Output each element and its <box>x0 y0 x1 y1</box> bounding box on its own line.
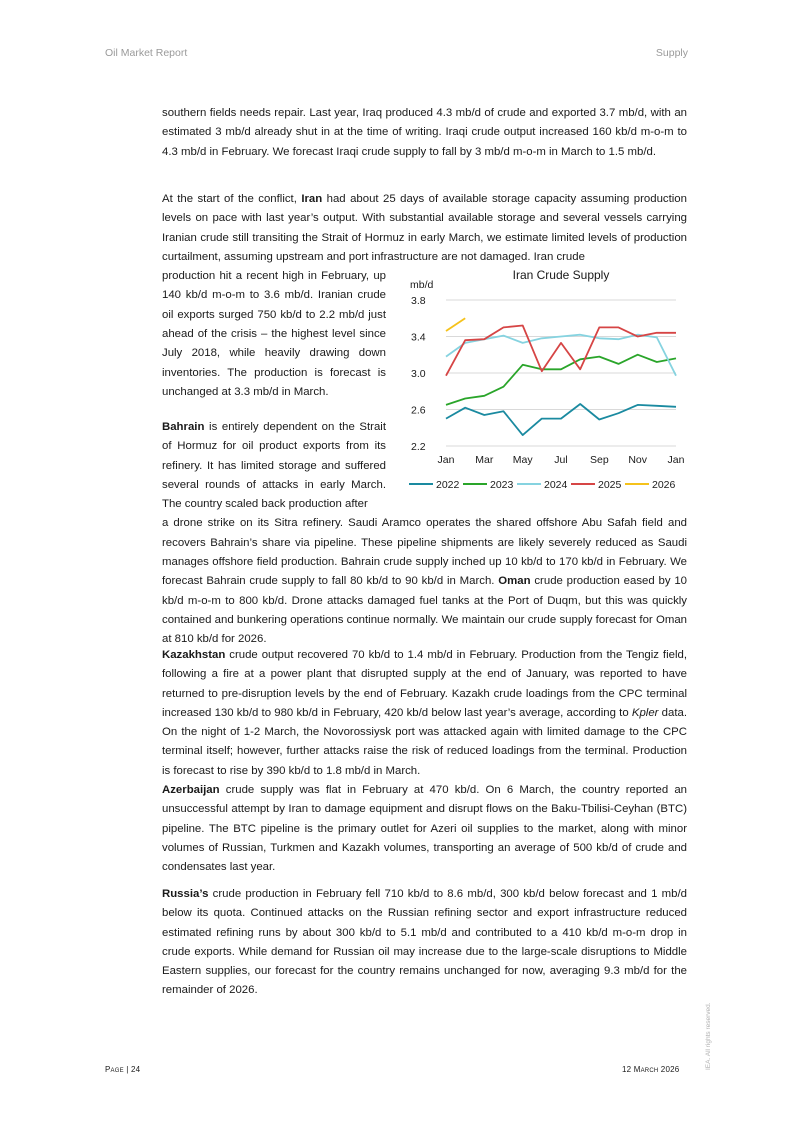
text-span: data. On the night of 1-2 March, the Novorossiysk port was attacked again with limited damage to the CPC terminal itself; however, further attacks raise the risk of reduced loadings from the terminal. Production is forecast to rise by 390 kb/d to 1.8 mb/d in March. <box>162 706 687 777</box>
italic-kpler: Kpler <box>631 706 659 719</box>
x-tick-label: Jan <box>667 454 685 466</box>
y-tick-label: 3.0 <box>411 368 426 380</box>
series-line-2022 <box>446 404 676 435</box>
text-span: a drone strike on its Sitra refinery. Saudi Aramco operates the shared offshore Abu Safah field and recovers Bahrain’s share via pipeline. These pipeline shipments are likely severely reduced as Saudi manages offshore field production. Bahrain crude supply inched up 10 kb/d to 170 kb/d in February. We forecast Bahrain crude supply to fall 80 kb/d to 90 kb/d in March. <box>162 517 687 588</box>
paragraph-iraq: southern fields needs repair. Last year, Iraq produced 4.3 mb/d of crude and exported 3.7 mb/d, with an estimated 3 mb/d already shut in at the time of writing. Iraqi crude output increased 160 kb/d m-o-m to 4.3 mb/d in February. We forecast Iraqi crude supply to fall by 3 mb/d m-o-m in March to 1.5 mb/d. <box>162 107 687 158</box>
text-span: crude output recovered 70 kb/d to 1.4 mb/d in February. Production from the Tengiz field, following a fire at a power plant that disrupted supply at the end of January, was reported to have returned to pre-disruption levels by the end of February. Kazakh crude loadings from the CPC terminal increased 130 kb/d to 980 kb/d in February, 420 kb/d below last year’s average, according to <box>162 649 687 719</box>
text-span: crude supply was flat in February at 470 kb/d. On 6 March, the country reported an unsuccessful attempt by Iran to damage equipment and disrupt flows on the Baku-Tbilisi-Ceyhan (BTC) pipeline. The BTC pipeline is the primary outlet for Azeri oil supplies to the market, along with minor volumes of Russian, Turkmen and Kazakh volumes, transporting an average of 500 kb/d of crude and condensates last year. <box>162 784 687 874</box>
paragraph-bahrain-oman <box>162 514 687 649</box>
page-label: Page <box>105 1065 124 1074</box>
x-tick-label: May <box>512 454 533 466</box>
x-tick-label: Jan <box>437 454 455 466</box>
iran-crude-supply-chart <box>401 262 688 498</box>
legend-label-2025: 2025 <box>598 479 622 491</box>
bold-kazakhstan: Kazakhstan <box>162 649 226 661</box>
bold-iran: Iran <box>301 193 323 205</box>
running-header-title: Oil Market Report <box>105 47 188 59</box>
y-tick-label: 2.6 <box>411 404 426 417</box>
x-tick-label: Nov <box>628 454 648 466</box>
paragraph-azerbaijan <box>162 781 687 877</box>
bold-bahrain: Bahrain <box>162 421 205 433</box>
text-span: crude production in February fell 710 kb/d to 8.6 mb/d, 300 kb/d below forecast and 1 mb/d below its quota. Continued attacks on the Russian refining sector and export infrastructure reduced estimated refining runs by about 300 kb/d to 5.1 mb/d and contributed to a 410 kb/d m-o-m drop in crude exports. While demand for Russian oil may increase due to the large-scale disruptions to Middle Eastern supplies, our forecast for the country remains unchanged for now, averaging 9.3 mb/d for the remainder of 2026. <box>162 888 687 997</box>
page-number-value: | 24 <box>126 1065 141 1074</box>
report-date: 12 March 2026 <box>622 1065 680 1074</box>
legend-label-2024: 2024 <box>544 479 568 491</box>
chart-title: Iran Crude Supply <box>512 268 610 282</box>
page-number <box>105 1065 140 1074</box>
legend-label-2023: 2023 <box>490 479 514 491</box>
legend-label-2022: 2022 <box>436 479 460 491</box>
rights-notice: IEA. All rights reserved. <box>705 1002 712 1070</box>
series-line-2025 <box>446 326 676 376</box>
paragraph-bahrain-wrap <box>162 418 386 514</box>
bold-oman: Oman <box>498 575 531 588</box>
bold-russia: Russia’s <box>162 888 209 900</box>
x-tick-label: Sep <box>589 454 609 466</box>
series-line-2023 <box>446 355 676 405</box>
series-line-2026 <box>446 318 465 331</box>
chart-svg <box>401 262 688 498</box>
text-span: is entirely dependent on the Strait of Hormuz for oil product exports from its refinery. It has limited storage and suffered several rounds of attacks in early March. The country scaled back production after <box>162 421 386 511</box>
bold-azerbaijan: Azerbaijan <box>162 784 220 796</box>
paragraph-iran-intro <box>162 190 687 267</box>
text-span: crude production eased by 10 kb/d m-o-m to 800 kb/d. Drone attacks damaged fuel tanks at the Port of Duqm, but this was quickly contained and bunkering operations continue normally. We maintain our crude supply forecast for Oman at 810 kb/d for 2026. <box>162 575 687 646</box>
running-header-section: Supply <box>655 47 688 59</box>
text-span: At the start of the conflict, <box>162 193 302 205</box>
paragraph-iran-wrap: production hit a recent high in February, up 140 kb/d m-o-m to 3.6 mb/d. Iranian crude oil exports surged 750 kb/d to 2.2 mb/d just ahead of the crisis – the highest level since July 2018, while heavily drawing down inventories. The production is forecast is unchanged at 3.3 mb/d in March. <box>162 270 386 398</box>
y-tick-label: 3.4 <box>411 331 426 344</box>
text-span: had about 25 days of available storage capacity assuming production levels on pace with last year’s output. With substantial available storage and several vessels carrying Iranian crude still transiting the Strait of Hormuz in early March, we estimate limited levels of production curtailment, assuming upstream and port infrastructure are not damaged. Iran crude <box>162 193 687 263</box>
y-axis-label: mb/d <box>410 279 434 291</box>
paragraph-russia <box>162 885 687 1001</box>
x-tick-label: Jul <box>554 454 568 466</box>
legend-label-2026: 2026 <box>652 479 676 491</box>
y-tick-label: 2.2 <box>411 441 426 453</box>
y-tick-label: 3.8 <box>411 295 426 307</box>
paragraph-kazakhstan <box>162 646 687 781</box>
x-tick-label: Mar <box>475 454 494 466</box>
